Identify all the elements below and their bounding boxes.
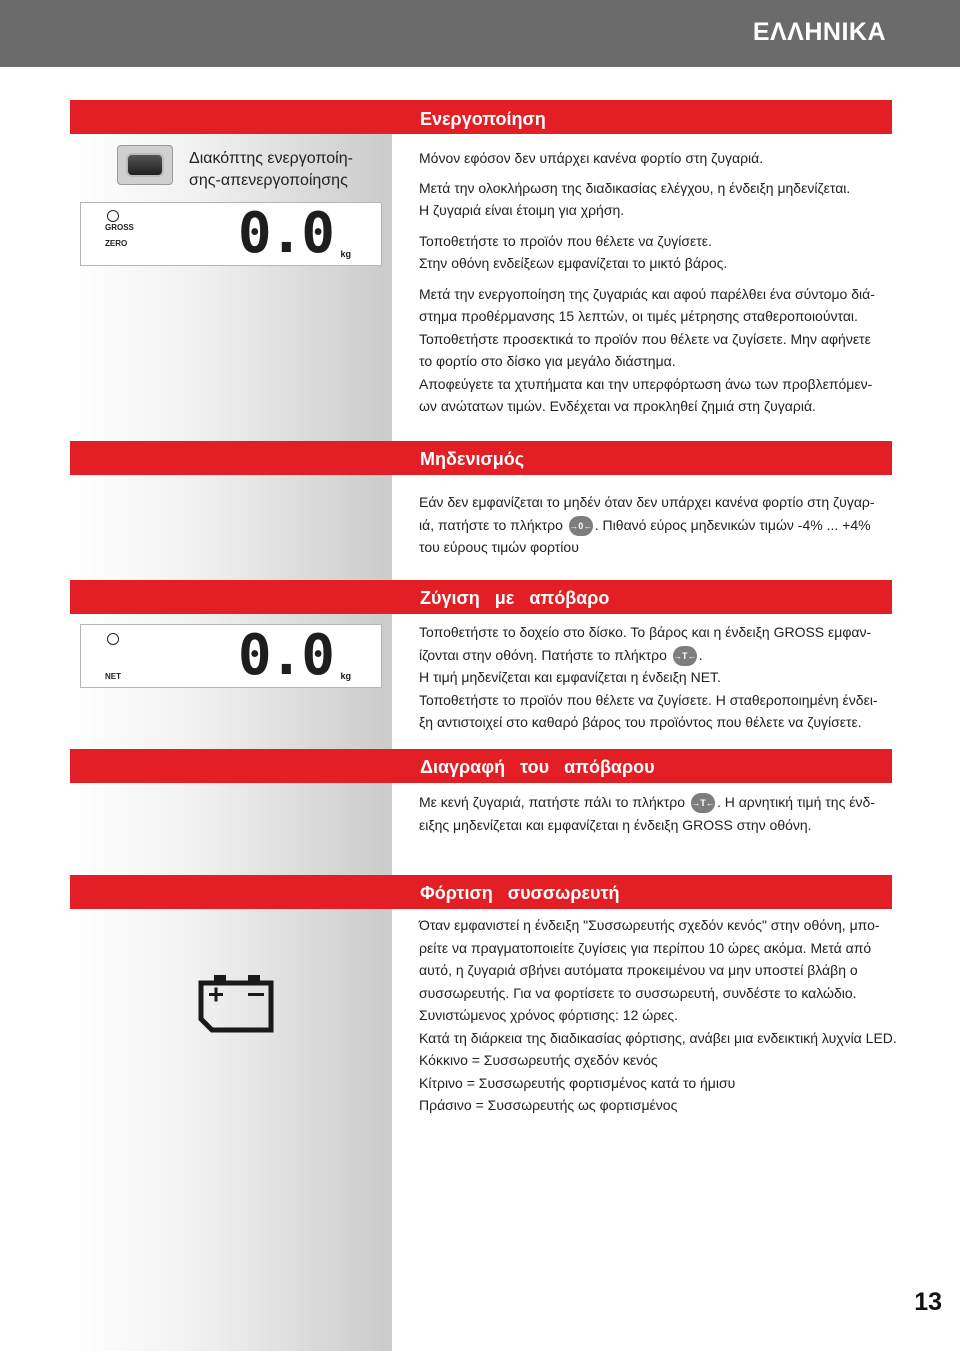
tare-key-icon: →T← xyxy=(673,646,697,666)
page-number: 13 xyxy=(914,1288,942,1316)
display-digits: 0.0 xyxy=(237,623,333,688)
clear-tare-text: Με κενή ζυγαριά, πατήστε πάλι το πλήκτρο →T← . Η αρνητική τιμή της ένδ- ειξης μηδενίζεται και εμφανίζεται η ένδειξη GROSS στην οθόνη. xyxy=(419,794,875,833)
section-title-tare: Ζύγιση με απόβαρο xyxy=(420,588,610,608)
power-switch-label: Διακόπτης ενεργοποίη- σης-απενεργοποίησης xyxy=(189,150,353,189)
power-switch-icon xyxy=(117,145,173,185)
indicator-dot-icon xyxy=(107,633,119,645)
net-label: NET xyxy=(105,672,121,681)
zeroing-text: Εάν δεν εμφανίζεται το μηδέν όταν δεν υπάρχει κανένα φορτίο στη ζυγαρ- ιά, πατήστε το πλήκτρο →0← . Πιθανό εύρος μηδενικών τιμών -4% ... +4% του εύρους τιμών φορτίου xyxy=(419,494,875,555)
indicator-dot-icon xyxy=(107,210,119,222)
gross-label: GROSS xyxy=(105,223,134,232)
power-on-text: Μόνον εφόσον δεν υπάρχει κανένα φορτίο στη ζυγαριά. Μετά την ολοκλήρωση της διαδικασίας ελέγχου, η ένδειξη μηδενίζεται. Η ζυγαριά είναι έτοιμη για χρήση. Τοποθετήστε το προϊόν που θέλετε να ζυγίσετε. Στην οθόνη ενδείξεων εμφανίζεται το μικτό βάρος. Μετά την ενεργοποίηση της ζυγαριάς και αφού παρέλθει ένα σύντομο διά- στημα προθέρμανσης 15 λεπτών, οι τιμές μέτρησης σταθεροποιούνται. Τοποθετήστε προσεκτικά το προϊόν που θέλετε να ζυγίσετε. Μην αφήνετε το φορτίο στο δίσκο για μεγάλο διάστημα. Αποφεύγετε τα χτυπήματα και την υπερφόρτωση άνω των προβλεπόμεν- ων ανώτατων τιμών. Ενδέχεται να προκληθεί ζημιά στη ζυγαριά. xyxy=(419,150,875,414)
zero-key-icon: →0← xyxy=(569,516,593,536)
unit-label: kg xyxy=(340,671,351,681)
section-title-battery: Φόρτιση συσσωρευτή xyxy=(420,883,620,903)
scale-display-gross xyxy=(80,202,382,266)
tare-key-icon: →T← xyxy=(691,793,715,813)
battery-icon xyxy=(198,975,274,1033)
header-bar xyxy=(0,0,960,67)
section-title-zeroing: Μηδενισμός xyxy=(420,449,525,469)
unit-label: kg xyxy=(340,249,351,259)
display-digits: 0.0 xyxy=(237,201,333,266)
section-title-power-on: Ενεργοποίηση xyxy=(420,109,546,129)
section-title-clear-tare: Διαγραφή του απόβαρου xyxy=(420,757,655,777)
battery-text: Όταν εμφανιστεί η ένδειξη "Συσσωρευτής σχεδόν κενός" στην οθόνη, μπο- ρείτε να πραγματοποιείτε ζυγίσεις για περίπου 10 ώρες ακόμα. Μετά από αυτό, η ζυγαριά σβήνει αυτόματα προκειμένου να μην υποστεί βλάβη ο συσσωρευτής. Για να φορτίσετε το συσσωρευτή, συνδέστε το καλώδιο. Συνιστώμενος χρόνος φόρτισης: 12 ώρες. Κατά τη διάρκεια της διαδικασίας φόρτισης, ανάβει μια ενδεικτική λυχνία LED. Κόκκινο = Συσσωρευτής σχεδόν κενός Κίτρινο = Συσσωρευτής φορτισμένος κατά το ήμισυ Πράσινο = Συσσωρευτής ως φορτισμένος xyxy=(419,917,897,1113)
zero-label: ZERO xyxy=(105,239,128,248)
left-sidebar xyxy=(70,100,392,1351)
tare-text: Τοποθετήστε το δοχείο στο δίσκο. Το βάρος και η ένδειξη GROSS εμφαν- ίζονται στην οθόνη. Πατήστε το πλήκτρο →T← . Η τιμή μηδενίζεται και εμφανίζεται η ένδειξη NET. Τοποθετήστε το προϊόν που θέλετε να ζυγίσετε. Η σταθεροποιημένη ένδει- ξη αντιστοιχεί στο καθαρό βάρος του προϊόντος που θέλετε να ζυγίσετε. xyxy=(419,624,878,730)
scale-display-net xyxy=(80,624,382,688)
language-label: ΕΛΛΗΝΙΚΑ xyxy=(752,18,886,46)
